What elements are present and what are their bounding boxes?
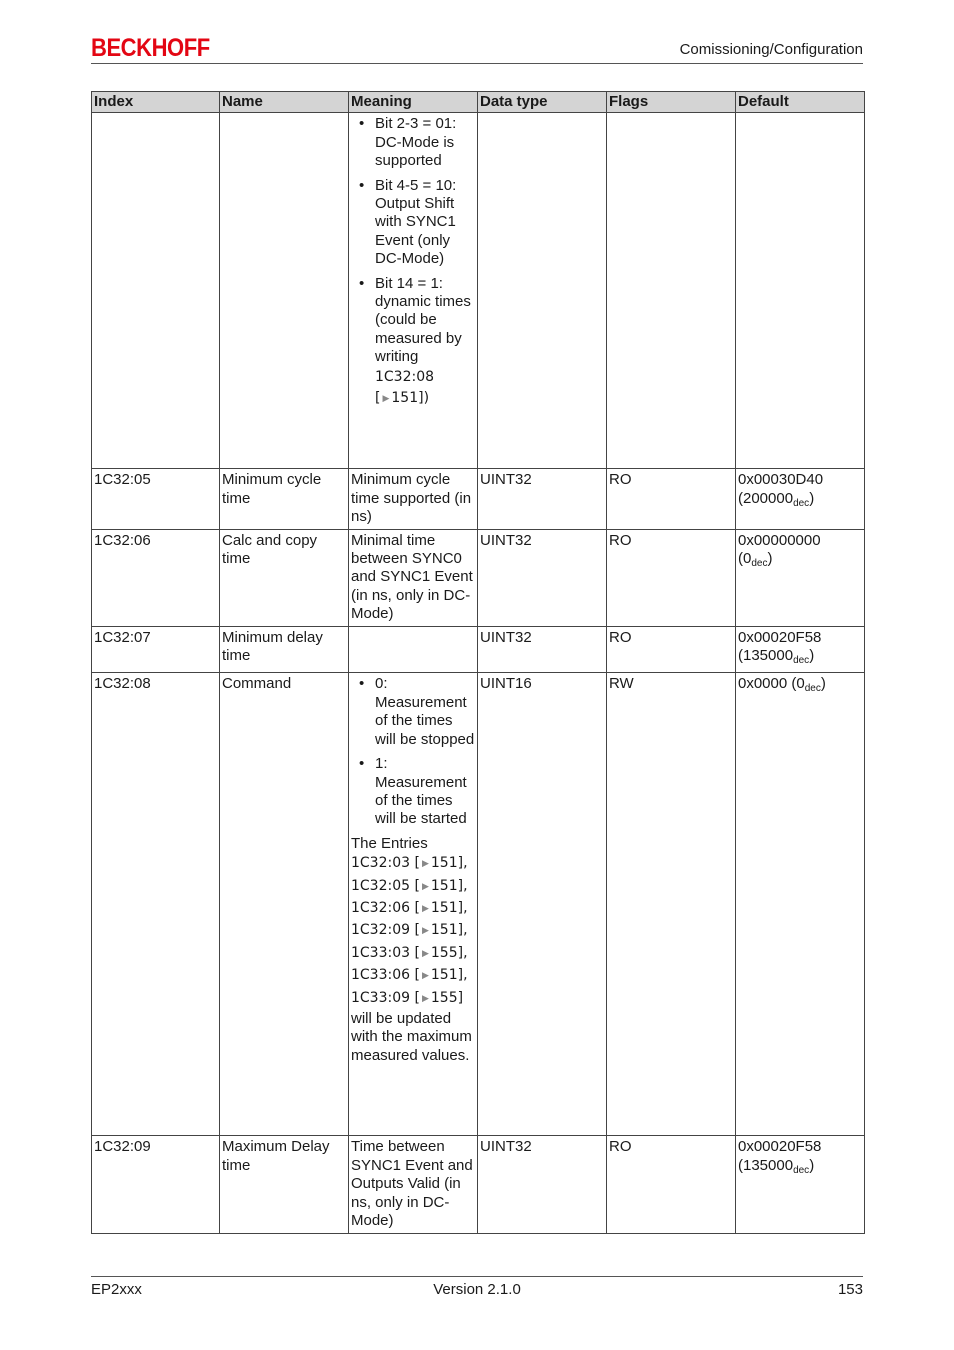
default-cell: 0x00000000 $(0_{dec})$ — [736, 529, 865, 626]
ref-page: 155 — [430, 944, 458, 961]
index-cell: 1C32:07 — [92, 626, 220, 673]
name-cell: Calc and copy time — [220, 529, 349, 626]
column-header-flags: Flags — [607, 92, 736, 113]
meaning-cell: Minimum cycle time supported (in ns) — [349, 469, 478, 529]
default-hex: 0x00020F58 — [738, 1138, 822, 1156]
arrow-right-icon: ▶ — [421, 993, 429, 1004]
name-cell — [220, 113, 349, 469]
ref-page: 151 — [430, 855, 458, 872]
arrow-right-icon: ▶ — [421, 881, 429, 892]
table-row — [92, 469, 865, 529]
default-dec: 135000 — [743, 647, 794, 665]
column-header-name: Name — [220, 92, 349, 113]
default-hex: 0x00020F58 — [738, 628, 822, 646]
ref-id: 1C33:09 — [351, 989, 411, 1006]
footer-product: EP2xxx — [91, 1281, 142, 1298]
footer-version: Version 2.1.0 — [433, 1281, 521, 1298]
ref-page: 151 — [430, 899, 458, 916]
arrow-right-icon: ▶ — [421, 926, 429, 937]
page-number: 153 — [837, 1281, 863, 1298]
ref-id: 1C32:03 — [351, 855, 411, 872]
list-item: • Bit 4-5 = 10: Output Shift with SYNC1 Event (only DC-Mode) — [375, 177, 475, 269]
entries-intro: The Entries — [351, 834, 428, 852]
flags-cell: RO — [607, 626, 736, 673]
cross-reference-link[interactable]: 1C33:03 [ ▶ 155], — [351, 944, 468, 961]
list-item: • 1: Measurement of the times will be started — [375, 755, 475, 829]
dec-subscript: dec — [793, 1164, 810, 1176]
header-divider — [91, 63, 863, 64]
default-cell — [736, 113, 865, 469]
table-row — [92, 529, 865, 626]
section-title: Comissioning/Configuration — [679, 41, 863, 58]
cross-reference-link[interactable]: 1C32:09 [ ▶ 151], — [351, 922, 468, 939]
ref-id: 1C33:03 — [351, 944, 411, 961]
name-cell: Minimum cycle time — [220, 469, 349, 529]
dec-subscript: dec — [793, 655, 810, 667]
default-dec: 135000 — [743, 1156, 794, 1174]
dec-subscript: dec — [793, 497, 810, 509]
bullet-text: Bit 14 = 1: dynamic times (could be measured by writing — [375, 274, 471, 366]
index-cell: 1C32:06 — [92, 529, 220, 626]
ref-page: 151 — [391, 390, 419, 407]
bit-list — [351, 115, 475, 410]
index-cell: 1C32:08 — [92, 673, 220, 1136]
arrow-right-icon: ▶ — [421, 859, 429, 870]
ref-id: 1C33:06 — [351, 967, 411, 984]
dec-subscript: dec — [751, 558, 768, 570]
cross-reference-link[interactable]: 1C33:06 [ ▶ 151], — [351, 967, 468, 984]
list-item: • Bit 2-3 = 01: DC-Mode is supported — [375, 115, 475, 170]
ref-page: 151 — [430, 877, 458, 894]
data-type-cell: UINT32 — [478, 626, 607, 673]
data-type-cell: UINT32 — [478, 469, 607, 529]
cross-reference-link[interactable] — [375, 367, 475, 388]
arrow-right-icon: ▶ — [421, 948, 429, 959]
table-header-row — [92, 92, 865, 113]
table-row — [92, 673, 865, 1136]
ref-id: 1C32:05 — [351, 877, 411, 894]
entries-outro: will be updated with the maximum measured values. — [351, 1009, 472, 1064]
object-parameter-table — [91, 91, 865, 1234]
meaning-cell — [349, 113, 478, 469]
column-header-data-type: Data type — [478, 92, 607, 113]
footer-divider — [91, 1276, 863, 1277]
name-cell: Maximum Delay time — [220, 1136, 349, 1233]
table-row — [92, 626, 865, 673]
cross-reference-link[interactable]: 1C32:06 [ ▶ 151], — [351, 899, 468, 916]
meaning-cell — [349, 626, 478, 673]
flags-cell: RO — [607, 1136, 736, 1233]
ref-id: 1C32:06 — [351, 899, 411, 916]
default-hex: 0x00000000 — [738, 531, 821, 549]
list-item: • 0: Measurement of the times will be stopped — [375, 675, 475, 749]
cross-reference-link[interactable]: 1C32:05 [ ▶ 151], — [351, 877, 468, 894]
default-dec: 0 — [743, 550, 752, 568]
list-item — [375, 275, 475, 411]
table-row-continued — [92, 113, 865, 469]
index-cell — [92, 113, 220, 469]
column-header-meaning: Meaning — [349, 92, 478, 113]
column-header-index: Index — [92, 92, 220, 113]
data-type-cell: UINT32 — [478, 529, 607, 626]
default-hex: 0x0000 — [738, 675, 788, 693]
data-type-cell: UINT16 — [478, 673, 607, 1136]
arrow-right-icon: ▶ — [421, 903, 429, 914]
flags-cell: RW — [607, 673, 736, 1136]
default-dec: 0 — [796, 675, 805, 693]
data-type-cell — [478, 113, 607, 469]
flags-cell: RO — [607, 529, 736, 626]
dec-subscript: dec — [804, 683, 821, 695]
flags-cell — [607, 113, 736, 469]
default-hex: 0x00030D40 — [738, 471, 824, 489]
flags-cell: RO — [607, 469, 736, 529]
command-list — [351, 675, 475, 828]
default-dec: 200000 — [743, 489, 794, 507]
ref-page: 151 — [430, 967, 458, 984]
column-header-default: Default — [736, 92, 865, 113]
default-cell: 0x00030D40 $(200000_{dec})$ — [736, 469, 865, 529]
default-cell: 0x0000 $(0_{dec})$ — [736, 673, 865, 1136]
index-cell: 1C32:09 — [92, 1136, 220, 1233]
beckhoff-logo: BECKHOFF — [91, 34, 210, 62]
page-reference-link[interactable]: [ ▶ 151]) — [375, 390, 430, 407]
name-cell: Command — [220, 673, 349, 1136]
table-row — [92, 1136, 865, 1233]
arrow-right-icon: ▶ — [382, 394, 390, 405]
default-cell: 0x00020F58 $(135000_{dec})$ — [736, 626, 865, 673]
data-type-cell: UINT32 — [478, 1136, 607, 1233]
default-cell: 0x00020F58 $(135000_{dec})$ — [736, 1136, 865, 1233]
cross-reference-link[interactable]: 1C32:03 [ ▶ 151], — [351, 855, 468, 872]
ref-page: 155 — [430, 989, 458, 1006]
name-cell: Minimum delay time — [220, 626, 349, 673]
meaning-cell — [349, 673, 478, 1136]
meaning-cell: Time between SYNC1 Event and Outputs Valid (in ns, only in DC-Mode) — [349, 1136, 478, 1233]
ref-id: 1C32:08 — [375, 368, 435, 385]
arrow-right-icon: ▶ — [421, 971, 429, 982]
ref-id: 1C32:09 — [351, 922, 411, 939]
cross-reference-link[interactable]: 1C33:09 [ ▶ 155] — [351, 989, 464, 1006]
meaning-cell: Minimal time between SYNC0 and SYNC1 Event (in ns, only in DC-Mode) — [349, 529, 478, 626]
index-cell: 1C32:05 — [92, 469, 220, 529]
ref-page: 151 — [430, 922, 458, 939]
